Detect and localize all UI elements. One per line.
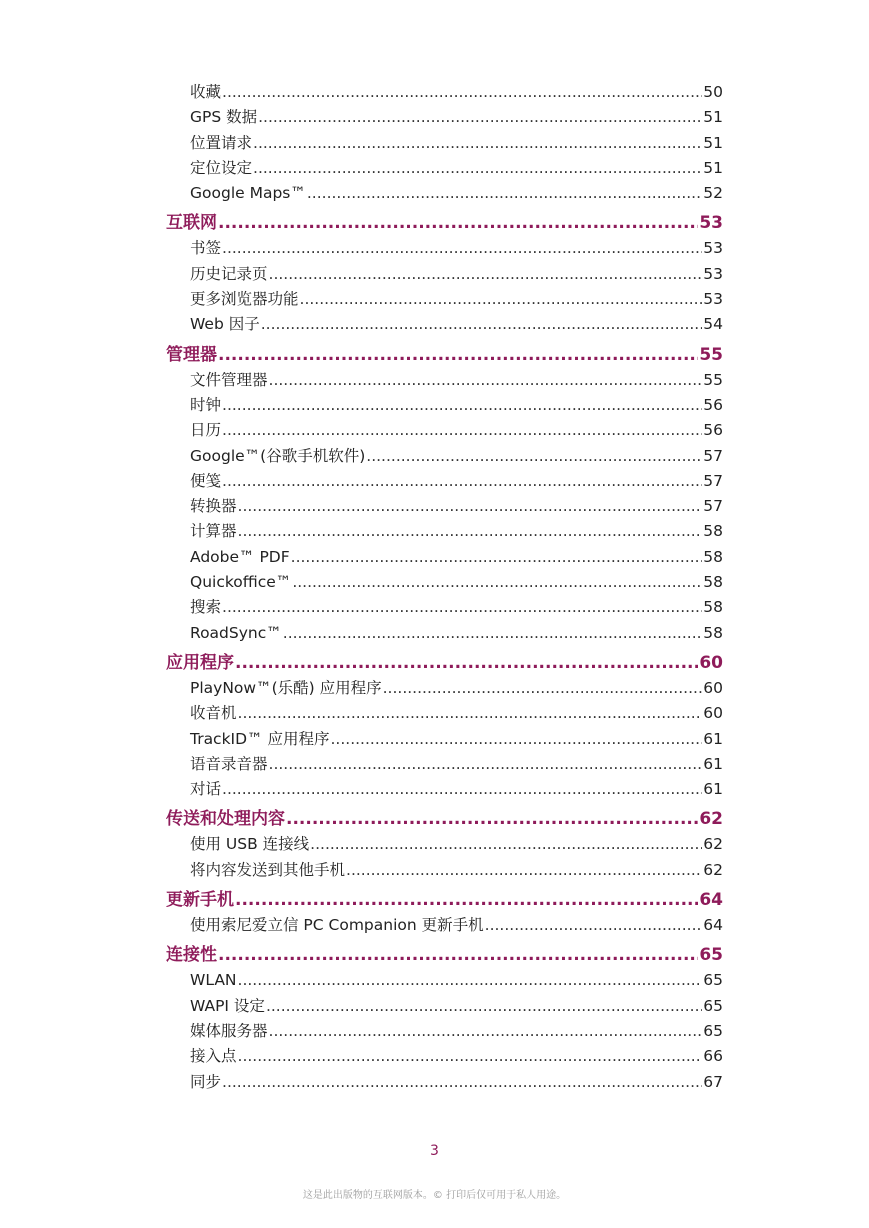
toc-entry-page: 54 xyxy=(703,315,723,334)
dot-leader xyxy=(253,131,702,156)
dot-leader xyxy=(286,802,698,836)
toc-entry-title: PlayNow™(乐酷) 应用程序 xyxy=(190,678,382,697)
toc-entry[interactable] xyxy=(190,469,723,494)
toc-entry-title: 位置请求 xyxy=(190,133,253,152)
toc-entry-page: 58 xyxy=(703,623,723,642)
dot-leader xyxy=(366,444,702,469)
toc-entry-title: 更新手机 xyxy=(166,890,234,911)
toc-entry-page: 57 xyxy=(703,446,723,465)
dot-leader xyxy=(383,676,703,701)
dot-leader xyxy=(269,752,703,777)
toc-entry[interactable] xyxy=(190,727,723,752)
dot-leader xyxy=(300,287,703,312)
toc-entry-title: 传送和处理内容 xyxy=(166,809,285,830)
toc-entry-title: 同步 xyxy=(190,1072,222,1091)
toc-section-heading[interactable] xyxy=(166,338,723,368)
toc-entry-page: 53 xyxy=(703,264,723,283)
toc-entry-title: 互联网 xyxy=(166,213,217,234)
toc-entry-page: 65 xyxy=(703,996,723,1015)
toc-entry-page: 65 xyxy=(703,971,723,990)
toc-entry[interactable] xyxy=(190,545,723,570)
toc-entry-page: 56 xyxy=(703,395,723,414)
toc-entry-page: 53 xyxy=(699,213,723,234)
toc-entry-title: 文件管理器 xyxy=(190,370,268,389)
toc-entry-title: TrackID™ 应用程序 xyxy=(190,729,330,748)
toc-section-heading[interactable] xyxy=(166,883,723,913)
toc-entry-title: 时钟 xyxy=(190,395,222,414)
dot-leader xyxy=(222,393,702,418)
toc-entry-title: 定位设定 xyxy=(190,158,253,177)
toc-entry-page: 61 xyxy=(703,754,723,773)
toc-entry[interactable] xyxy=(190,236,723,261)
toc-entry-page: 62 xyxy=(699,809,723,830)
toc-entry-title: Web 因子 xyxy=(190,315,260,334)
toc-entry-title: 对话 xyxy=(190,780,222,799)
toc-entry-page: 61 xyxy=(703,729,723,748)
toc-entry-title: 应用程序 xyxy=(166,652,234,673)
toc-section-heading[interactable] xyxy=(166,802,723,832)
dot-leader xyxy=(269,1019,703,1044)
toc-entry-title: 管理器 xyxy=(166,344,217,365)
dot-leader xyxy=(307,181,702,206)
toc-entry-title: Quickoffice™ xyxy=(190,573,292,592)
toc-entry-page: 60 xyxy=(703,704,723,723)
dot-leader xyxy=(261,312,703,337)
page-number: 3 xyxy=(430,1143,439,1159)
toc-entry[interactable] xyxy=(190,287,723,312)
toc-entry-page: 56 xyxy=(703,421,723,440)
toc-entry[interactable] xyxy=(190,1019,723,1044)
toc-entry-page: 55 xyxy=(699,344,723,365)
dot-leader xyxy=(222,469,702,494)
footer-note: 这是此出版物的互联网版本。© 打印后仅可用于私人用途。 xyxy=(302,1190,567,1201)
toc-entry-page: 51 xyxy=(703,108,723,127)
dot-leader xyxy=(269,262,703,287)
dot-leader xyxy=(222,80,702,105)
toc-entry-page: 65 xyxy=(699,945,723,966)
toc-entry-page: 64 xyxy=(703,916,723,935)
toc-entry[interactable] xyxy=(190,444,723,469)
dot-leader xyxy=(218,338,698,372)
toc-entry[interactable] xyxy=(190,80,723,105)
toc-entry-title: 日历 xyxy=(190,421,222,440)
toc-entry[interactable] xyxy=(190,676,723,701)
toc-entry-page: 58 xyxy=(703,522,723,541)
toc-entry[interactable] xyxy=(190,418,723,443)
toc-entry-page: 53 xyxy=(703,239,723,258)
dot-leader xyxy=(238,519,703,544)
dot-leader xyxy=(222,236,702,261)
dot-leader xyxy=(238,968,703,993)
toc-entry-page: 50 xyxy=(703,83,723,101)
toc-entry-page: 67 xyxy=(703,1072,723,1091)
toc-entry[interactable] xyxy=(190,494,723,519)
dot-leader xyxy=(331,727,703,752)
toc-entry[interactable] xyxy=(190,393,723,418)
toc-entry-page: 62 xyxy=(703,860,723,879)
toc-entry[interactable] xyxy=(190,858,723,883)
toc-entry-title: GPS 数据 xyxy=(190,108,258,127)
toc-entry-page: 51 xyxy=(703,133,723,152)
toc-entry-page: 57 xyxy=(703,471,723,490)
toc-entry[interactable] xyxy=(190,519,723,544)
toc-entry-title: 语音录音器 xyxy=(190,754,268,773)
toc-entry-page: 66 xyxy=(703,1047,723,1066)
toc-section-heading[interactable] xyxy=(166,646,723,676)
toc-entry-page: 65 xyxy=(703,1021,723,1040)
dot-leader xyxy=(291,545,703,570)
dot-leader xyxy=(222,595,702,620)
table-of-contents xyxy=(0,80,869,1095)
toc-entry-title: 转换器 xyxy=(190,497,237,516)
toc-entry-page: 52 xyxy=(703,184,723,203)
dot-leader xyxy=(283,621,703,646)
dot-leader xyxy=(238,1044,703,1069)
toc-entry[interactable] xyxy=(190,595,723,620)
dot-leader xyxy=(222,777,702,802)
toc-entry-title: WAPI 设定 xyxy=(190,996,265,1015)
toc-entry-title: 接入点 xyxy=(190,1047,237,1066)
toc-entry[interactable] xyxy=(190,777,723,802)
toc-entry-title: RoadSync™ xyxy=(190,623,282,642)
toc-entry-title: 历史记录页 xyxy=(190,264,268,283)
toc-entry-title: Google™(谷歌手机软件) xyxy=(190,446,366,465)
dot-leader xyxy=(235,646,698,680)
toc-entry-page: 62 xyxy=(703,835,723,854)
toc-entry-title: 将内容发送到其他手机 xyxy=(190,860,346,879)
toc-entry-page: 53 xyxy=(703,290,723,309)
toc-entry-title: 媒体服务器 xyxy=(190,1021,268,1040)
dot-leader xyxy=(238,701,703,726)
toc-entry-title: 使用 USB 连接线 xyxy=(190,835,310,854)
toc-entry[interactable] xyxy=(190,1044,723,1069)
dot-leader xyxy=(310,832,702,857)
toc-entry[interactable] xyxy=(190,968,723,993)
toc-entry[interactable] xyxy=(190,156,723,181)
dot-leader xyxy=(258,105,702,130)
toc-entry-title: 收藏 xyxy=(190,83,222,101)
toc-entry-title: 计算器 xyxy=(190,522,237,541)
toc-entry-page: 60 xyxy=(703,678,723,697)
toc-entry-page: 64 xyxy=(699,890,723,911)
toc-section-heading[interactable] xyxy=(166,206,723,236)
toc-entry[interactable] xyxy=(190,105,723,130)
dot-leader xyxy=(346,858,702,883)
dot-leader xyxy=(218,938,698,972)
toc-entry[interactable] xyxy=(190,994,723,1019)
toc-entry[interactable] xyxy=(190,181,723,206)
toc-entry-title: Adobe™ PDF xyxy=(190,547,290,566)
toc-entry-page: 60 xyxy=(699,652,723,673)
toc-entry[interactable] xyxy=(190,570,723,595)
toc-entry[interactable] xyxy=(190,131,723,156)
toc-entry[interactable] xyxy=(190,701,723,726)
toc-entry-title: 收音机 xyxy=(190,704,237,723)
dot-leader xyxy=(253,156,702,181)
dot-leader xyxy=(266,994,702,1019)
toc-entry-page: 55 xyxy=(703,370,723,389)
toc-entry-title: 便笺 xyxy=(190,471,222,490)
toc-entry[interactable] xyxy=(190,262,723,287)
dot-leader xyxy=(218,206,698,240)
toc-section-heading[interactable] xyxy=(166,938,723,968)
dot-leader xyxy=(485,913,703,938)
toc-entry[interactable] xyxy=(190,1070,723,1095)
toc-entry-title: 更多浏览器功能 xyxy=(190,290,299,309)
toc-entry-page: 51 xyxy=(703,158,723,177)
dot-leader xyxy=(222,1070,702,1095)
toc-entry-page: 61 xyxy=(703,780,723,799)
dot-leader xyxy=(292,570,702,595)
toc-entry-page: 58 xyxy=(703,598,723,617)
toc-entry-page: 58 xyxy=(703,547,723,566)
toc-entry-page: 58 xyxy=(703,573,723,592)
toc-entry-title: 搜索 xyxy=(190,598,222,617)
toc-entry[interactable] xyxy=(190,312,723,337)
dot-leader xyxy=(222,418,702,443)
toc-entry-title: 书签 xyxy=(190,239,222,258)
dot-leader xyxy=(269,368,703,393)
toc-entry[interactable] xyxy=(190,832,723,857)
dot-leader xyxy=(238,494,703,519)
toc-entry[interactable] xyxy=(190,368,723,393)
toc-entry-page: 57 xyxy=(703,497,723,516)
toc-entry[interactable] xyxy=(190,621,723,646)
toc-entry[interactable] xyxy=(190,913,723,938)
toc-entry-title: 连接性 xyxy=(166,945,217,966)
toc-entry-title: Google Maps™ xyxy=(190,184,306,203)
toc-entry-title: WLAN xyxy=(190,971,237,990)
dot-leader xyxy=(235,883,698,917)
toc-entry-title: 使用索尼爱立信 PC Companion 更新手机 xyxy=(190,916,484,935)
toc-entry[interactable] xyxy=(190,752,723,777)
